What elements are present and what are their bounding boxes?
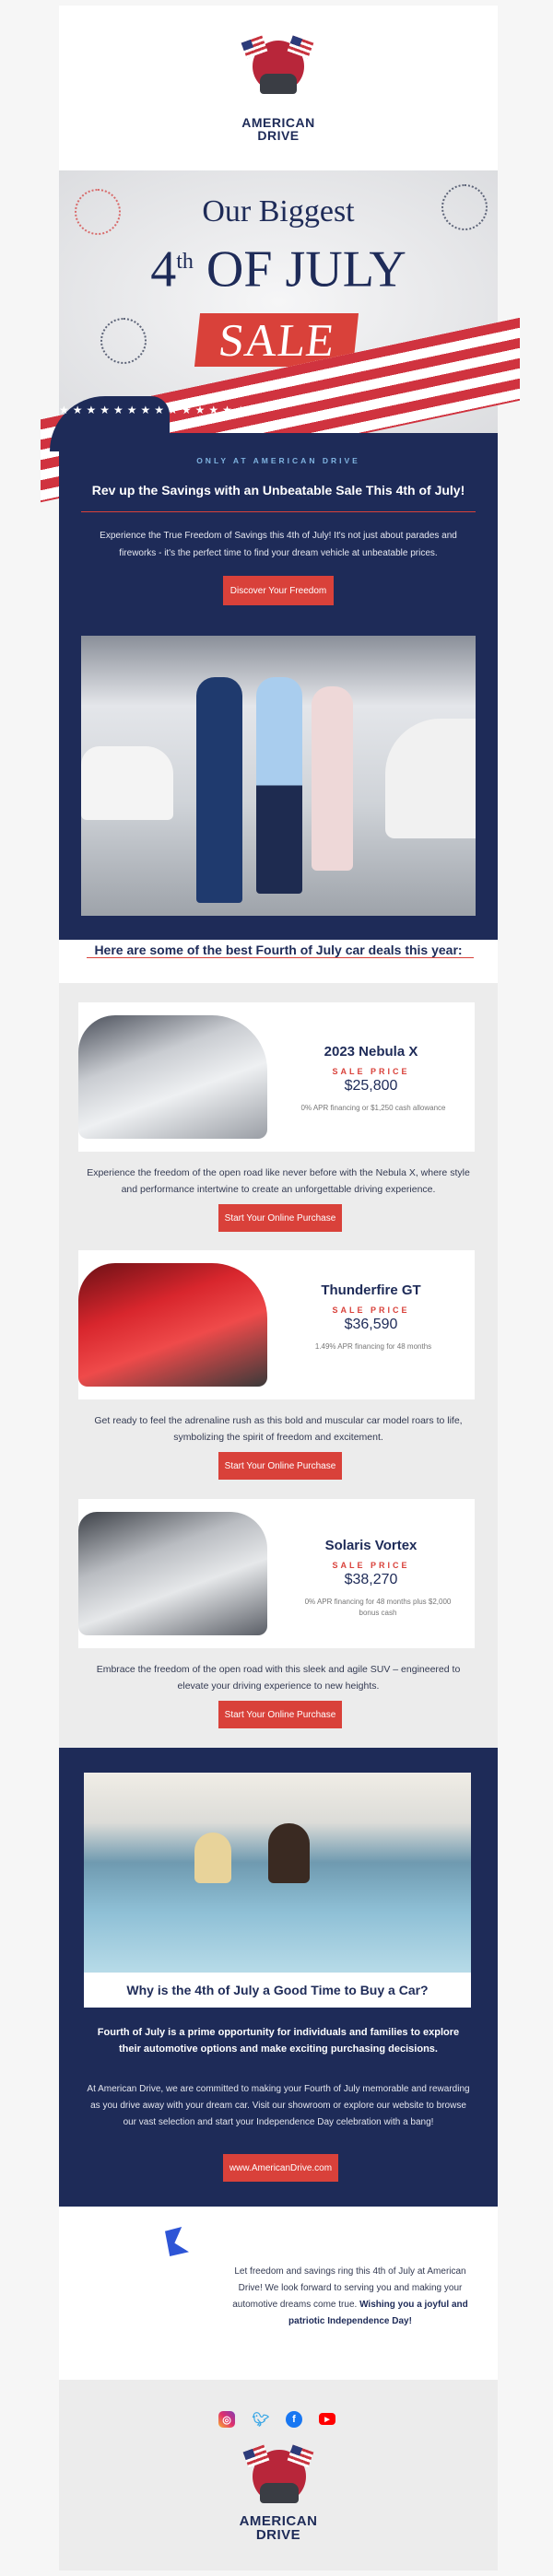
discover-button[interactable]: Discover Your Freedom <box>223 576 334 605</box>
car-icon <box>260 74 297 94</box>
sale-price-label: SALE PRICE <box>332 1561 410 1570</box>
car-description: Experience the freedom of the open road like never before with the Nebula X, where style and performance intertwine to create an unforgettable driving experience. <box>87 1167 470 1195</box>
car-price: $38,270 <box>344 1572 398 1587</box>
car-price: $36,590 <box>344 1317 398 1332</box>
divider <box>87 957 474 958</box>
flag-icon <box>165 2227 189 2256</box>
brand-name: AMERICAN DRIVE <box>241 115 315 143</box>
youtube-icon[interactable]: ▶ <box>319 2413 335 2425</box>
instagram-icon[interactable]: ◎ <box>218 2411 235 2428</box>
start-purchase-button[interactable]: Start Your Online Purchase <box>218 1452 342 1480</box>
car-name: 2023 Nebula X <box>324 1044 418 1060</box>
twitter-icon[interactable]: 🐦︎ <box>252 2412 270 2428</box>
deal-card <box>78 1002 475 1152</box>
deals-header <box>59 940 498 983</box>
website-button[interactable]: www.AmericanDrive.com <box>223 2154 338 2182</box>
car-name: Thunderfire GT <box>321 1282 421 1298</box>
white-car-right <box>385 719 476 838</box>
couple-convertible-photo <box>84 1773 471 1973</box>
deal-card <box>78 1250 475 1399</box>
intro-body: Experience the True Freedom of Savings this 4th of July! It's not just about parades and fireworks - it's the perfect time to find your dream vehicle at unbeatable prices. <box>100 531 457 558</box>
car-name: Solaris Vortex <box>324 1538 418 1553</box>
closing-section <box>59 2207 498 2380</box>
facebook-icon[interactable]: f <box>286 2411 302 2428</box>
person-man <box>268 1823 310 1883</box>
car-photo-thunderfire-gt <box>78 1263 267 1387</box>
car-price: $25,800 <box>344 1078 398 1094</box>
why-body: At American Drive, we are committed to making your Fourth of July memorable and rewarding as you drive away with your dream car. Visit our showroom or explore our website to browse our vast selection and start your Independence Day celebration with a bang! <box>87 2084 470 2127</box>
deals-heading: Here are some of the best Fourth of July car deals this year: <box>94 943 463 957</box>
why-heading: Why is the 4th of July a Good Time to Buy a Car? <box>84 1973 471 2008</box>
hero-line2: 4th OF JULY <box>150 240 406 299</box>
divider <box>81 511 476 512</box>
financing-offer: 0% APR financing or $1,250 cash allowance <box>300 1104 446 1112</box>
footer-logo[interactable] <box>223 2446 334 2547</box>
person-salesman <box>196 677 242 903</box>
header <box>59 6 498 170</box>
car-icon <box>260 2483 299 2503</box>
flag-stars: ★★★★★★★★★★★★★★ <box>50 396 170 451</box>
brand-name: AMERICAN DRIVE <box>239 2513 318 2543</box>
person-woman <box>312 686 353 871</box>
car-photo-nebula-x <box>78 1015 267 1139</box>
hero-sale-badge: SALE <box>194 313 359 367</box>
brand-logo[interactable] <box>223 31 334 151</box>
person-customer <box>256 677 302 894</box>
intro-section <box>59 433 498 940</box>
firework-icon <box>100 318 147 364</box>
footer <box>59 2380 498 2570</box>
car-description: Embrace the freedom of the open road with this sleek and agile SUV – engineered to elevate your driving experience to new heights. <box>96 1664 461 1692</box>
sale-price-label: SALE PRICE <box>332 1067 410 1076</box>
showroom-photo <box>81 636 476 916</box>
hero-line1: Our Biggest <box>202 194 355 228</box>
why-section <box>59 1748 498 2207</box>
start-purchase-button[interactable]: Start Your Online Purchase <box>218 1204 342 1232</box>
car-description: Get ready to feel the adrenaline rush as this bold and muscular car model roars to life, symbolizing the spirit of freedom and excitement. <box>94 1415 463 1443</box>
person-woman <box>194 1832 231 1883</box>
closing-text: Let freedom and savings ring this 4th of July at American Drive! We look forward to serving you and making your automotive dreams come true. Wishing you a joyful and patriotic Independence Day! <box>232 2266 468 2326</box>
sale-price-label: SALE PRICE <box>332 1306 410 1315</box>
car-photo-solaris-vortex <box>78 1512 267 1635</box>
why-lead: Fourth of July is a prime opportunity for individuals and families to explore their automotive options and make exciting purchasing decisions. <box>97 2027 460 2055</box>
kicker: ONLY AT AMERICAN DRIVE <box>196 456 360 465</box>
deal-card <box>78 1499 475 1648</box>
intro-heading: Rev up the Savings with an Unbeatable Sale This 4th of July! <box>91 483 465 498</box>
white-car-left <box>81 746 173 820</box>
hero-banner <box>59 170 498 433</box>
financing-offer: 0% APR financing for 48 months plus $2,000 bonus cash <box>304 1598 452 1617</box>
financing-offer: 1.49% APR financing for 48 months <box>314 1342 432 1351</box>
deals-section <box>59 983 498 1748</box>
start-purchase-button[interactable]: Start Your Online Purchase <box>218 1701 342 1728</box>
